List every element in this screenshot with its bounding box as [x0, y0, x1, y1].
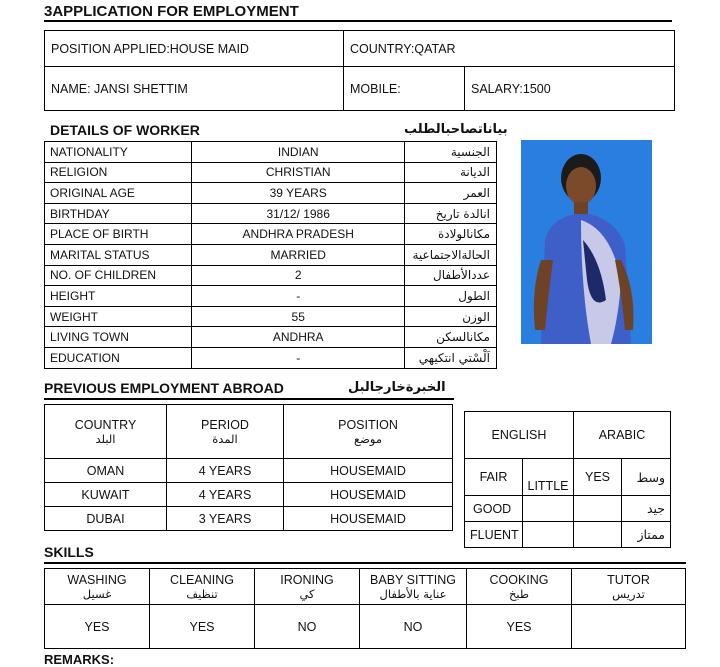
table-cell: HOUSEMAID — [284, 459, 453, 483]
detail-label-ar: اَلْسْتي انتكيهي — [405, 347, 497, 368]
skill-name: TUTOR — [607, 572, 650, 587]
skill-name-ar: تنظيف — [186, 586, 218, 601]
skill-header — [467, 569, 572, 605]
skill-name: BABY SITTING — [370, 572, 456, 587]
skill-header — [45, 569, 150, 605]
skill-name-ar: عناية بالأطفال — [379, 586, 447, 601]
detail-value: MARRIED — [192, 244, 405, 265]
detail-row — [45, 265, 497, 286]
arabic-level-value: YES — [574, 459, 622, 496]
detail-row — [45, 327, 497, 348]
detail-row — [45, 183, 497, 204]
skill-header — [360, 569, 467, 605]
title-divider — [44, 20, 672, 22]
table-cell — [523, 522, 574, 548]
details-table — [44, 141, 497, 369]
detail-label-ar: الجنسية — [405, 142, 497, 163]
detail-label-ar: الطول — [405, 286, 497, 307]
salary: SALARY:1500 — [465, 67, 675, 111]
form-title: 3APPLICATION FOR EMPLOYMENT — [44, 3, 299, 20]
detail-value: ANDHRA — [192, 327, 405, 348]
detail-label-ar: الحالةالاجتماعية — [405, 244, 497, 265]
skills-heading: SKILLS — [44, 544, 94, 560]
detail-label-ar: الديانة — [405, 162, 497, 183]
fluent-label-ar: ممتاز — [622, 522, 671, 548]
detail-value: 39 YEARS — [192, 183, 405, 204]
detail-label: WEIGHT — [45, 306, 192, 327]
skill-name-ar: كي — [299, 586, 315, 601]
table-cell: OMAN — [45, 459, 167, 483]
detail-label-ar: مكانالولادة — [405, 224, 497, 245]
good-label-ar: جيد — [622, 496, 671, 522]
skill-value: YES — [467, 605, 572, 649]
detail-label: ORIGINAL AGE — [45, 183, 192, 204]
skill-name: IRONING — [280, 572, 334, 587]
skill-header — [255, 569, 360, 605]
skills-divider — [44, 562, 686, 564]
arabic-header: ARABIC — [574, 412, 671, 459]
skill-value: NO — [360, 605, 467, 649]
detail-row — [45, 347, 497, 368]
table-cell: 3 YEARS — [167, 507, 284, 531]
detail-row — [45, 286, 497, 307]
table-cell: HOUSEMAID — [284, 483, 453, 507]
skill-name-ar: طبخ — [508, 586, 530, 601]
skills-table — [44, 568, 686, 649]
detail-value: 55 — [192, 306, 405, 327]
table-cell — [574, 496, 622, 522]
applicant-name: NAME: JANSI SHETTIM — [45, 67, 344, 111]
skill-value: YES — [45, 605, 150, 649]
table-cell: 4 YEARS — [167, 459, 284, 483]
detail-row — [45, 162, 497, 183]
previous-divider — [44, 398, 454, 400]
little-label: LITTLE — [523, 459, 574, 496]
portrait-icon — [521, 140, 652, 344]
table-cell — [574, 522, 622, 548]
fluent-label: FLUENT — [465, 522, 523, 548]
detail-value: INDIAN — [192, 142, 405, 163]
table-cell — [523, 496, 574, 522]
col-country: COUNTRY البلد — [45, 405, 167, 459]
col-period: PERIOD المدة — [167, 405, 284, 459]
detail-label: MARITAL STATUS — [45, 244, 192, 265]
skill-name-ar: تدريس — [612, 586, 645, 601]
skill-header — [150, 569, 255, 605]
skill-value: NO — [255, 605, 360, 649]
remarks-label: REMARKS: — [44, 652, 115, 667]
detail-row — [45, 224, 497, 245]
detail-label: LIVING TOWN — [45, 327, 192, 348]
detail-label-ar: عددالأطفال — [405, 265, 497, 286]
details-heading: DETAILS OF WORKER — [50, 122, 200, 138]
applicant-photo — [521, 140, 652, 344]
table-cell: DUBAI — [45, 507, 167, 531]
applicant-summary-table — [44, 30, 675, 111]
detail-value: CHRISTIAN — [192, 162, 405, 183]
detail-value: ANDHRA PRADESH — [192, 224, 405, 245]
position-applied: POSITION APPLIED:HOUSE MAID — [45, 31, 344, 67]
detail-label-ar: انالدة تاريخ — [405, 203, 497, 224]
detail-label: RELIGION — [45, 162, 192, 183]
detail-label-ar: العمر — [405, 183, 497, 204]
skill-name: WASHING — [67, 572, 127, 587]
table-cell: KUWAIT — [45, 483, 167, 507]
table-cell: 4 YEARS — [167, 483, 284, 507]
detail-label: NATIONALITY — [45, 142, 192, 163]
detail-label: NO. OF CHILDREN — [45, 265, 192, 286]
skill-header — [572, 569, 686, 605]
fair-label: FAIR — [465, 459, 523, 496]
detail-label-ar: الوزن — [405, 306, 497, 327]
table-cell: HOUSEMAID — [284, 507, 453, 531]
detail-label: PLACE OF BIRTH — [45, 224, 192, 245]
skill-value — [572, 605, 686, 649]
skill-value: YES — [150, 605, 255, 649]
country: COUNTRY:QATAR — [344, 31, 675, 67]
detail-value: - — [192, 286, 405, 307]
detail-row — [45, 203, 497, 224]
detail-label: HEIGHT — [45, 286, 192, 307]
detail-row — [45, 142, 497, 163]
skill-name-ar: غسيل — [82, 586, 112, 601]
col-position: POSITION موضع — [284, 405, 453, 459]
detail-value: - — [192, 347, 405, 368]
detail-value: 2 — [192, 265, 405, 286]
english-header: ENGLISH — [465, 412, 574, 459]
fair-label-ar: وسط — [622, 459, 671, 496]
previous-employment-table — [44, 404, 453, 531]
language-table — [464, 411, 671, 548]
detail-value: 31/12/ 1986 — [192, 203, 405, 224]
skill-name: CLEANING — [170, 572, 234, 587]
details-heading-ar: بياناتصاحبالطلب — [404, 122, 508, 137]
previous-heading: PREVIOUS EMPLOYMENT ABROAD — [44, 380, 284, 396]
mobile: MOBILE: — [344, 67, 465, 111]
detail-label: BIRTHDAY — [45, 203, 192, 224]
detail-row — [45, 244, 497, 265]
previous-heading-ar: الخبرةخارجالبل — [348, 380, 446, 395]
good-label: GOOD — [465, 496, 523, 522]
skill-name: COOKING — [489, 572, 549, 587]
detail-label: EDUCATION — [45, 347, 192, 368]
detail-label-ar: مكانالسكن — [405, 327, 497, 348]
detail-row — [45, 306, 497, 327]
